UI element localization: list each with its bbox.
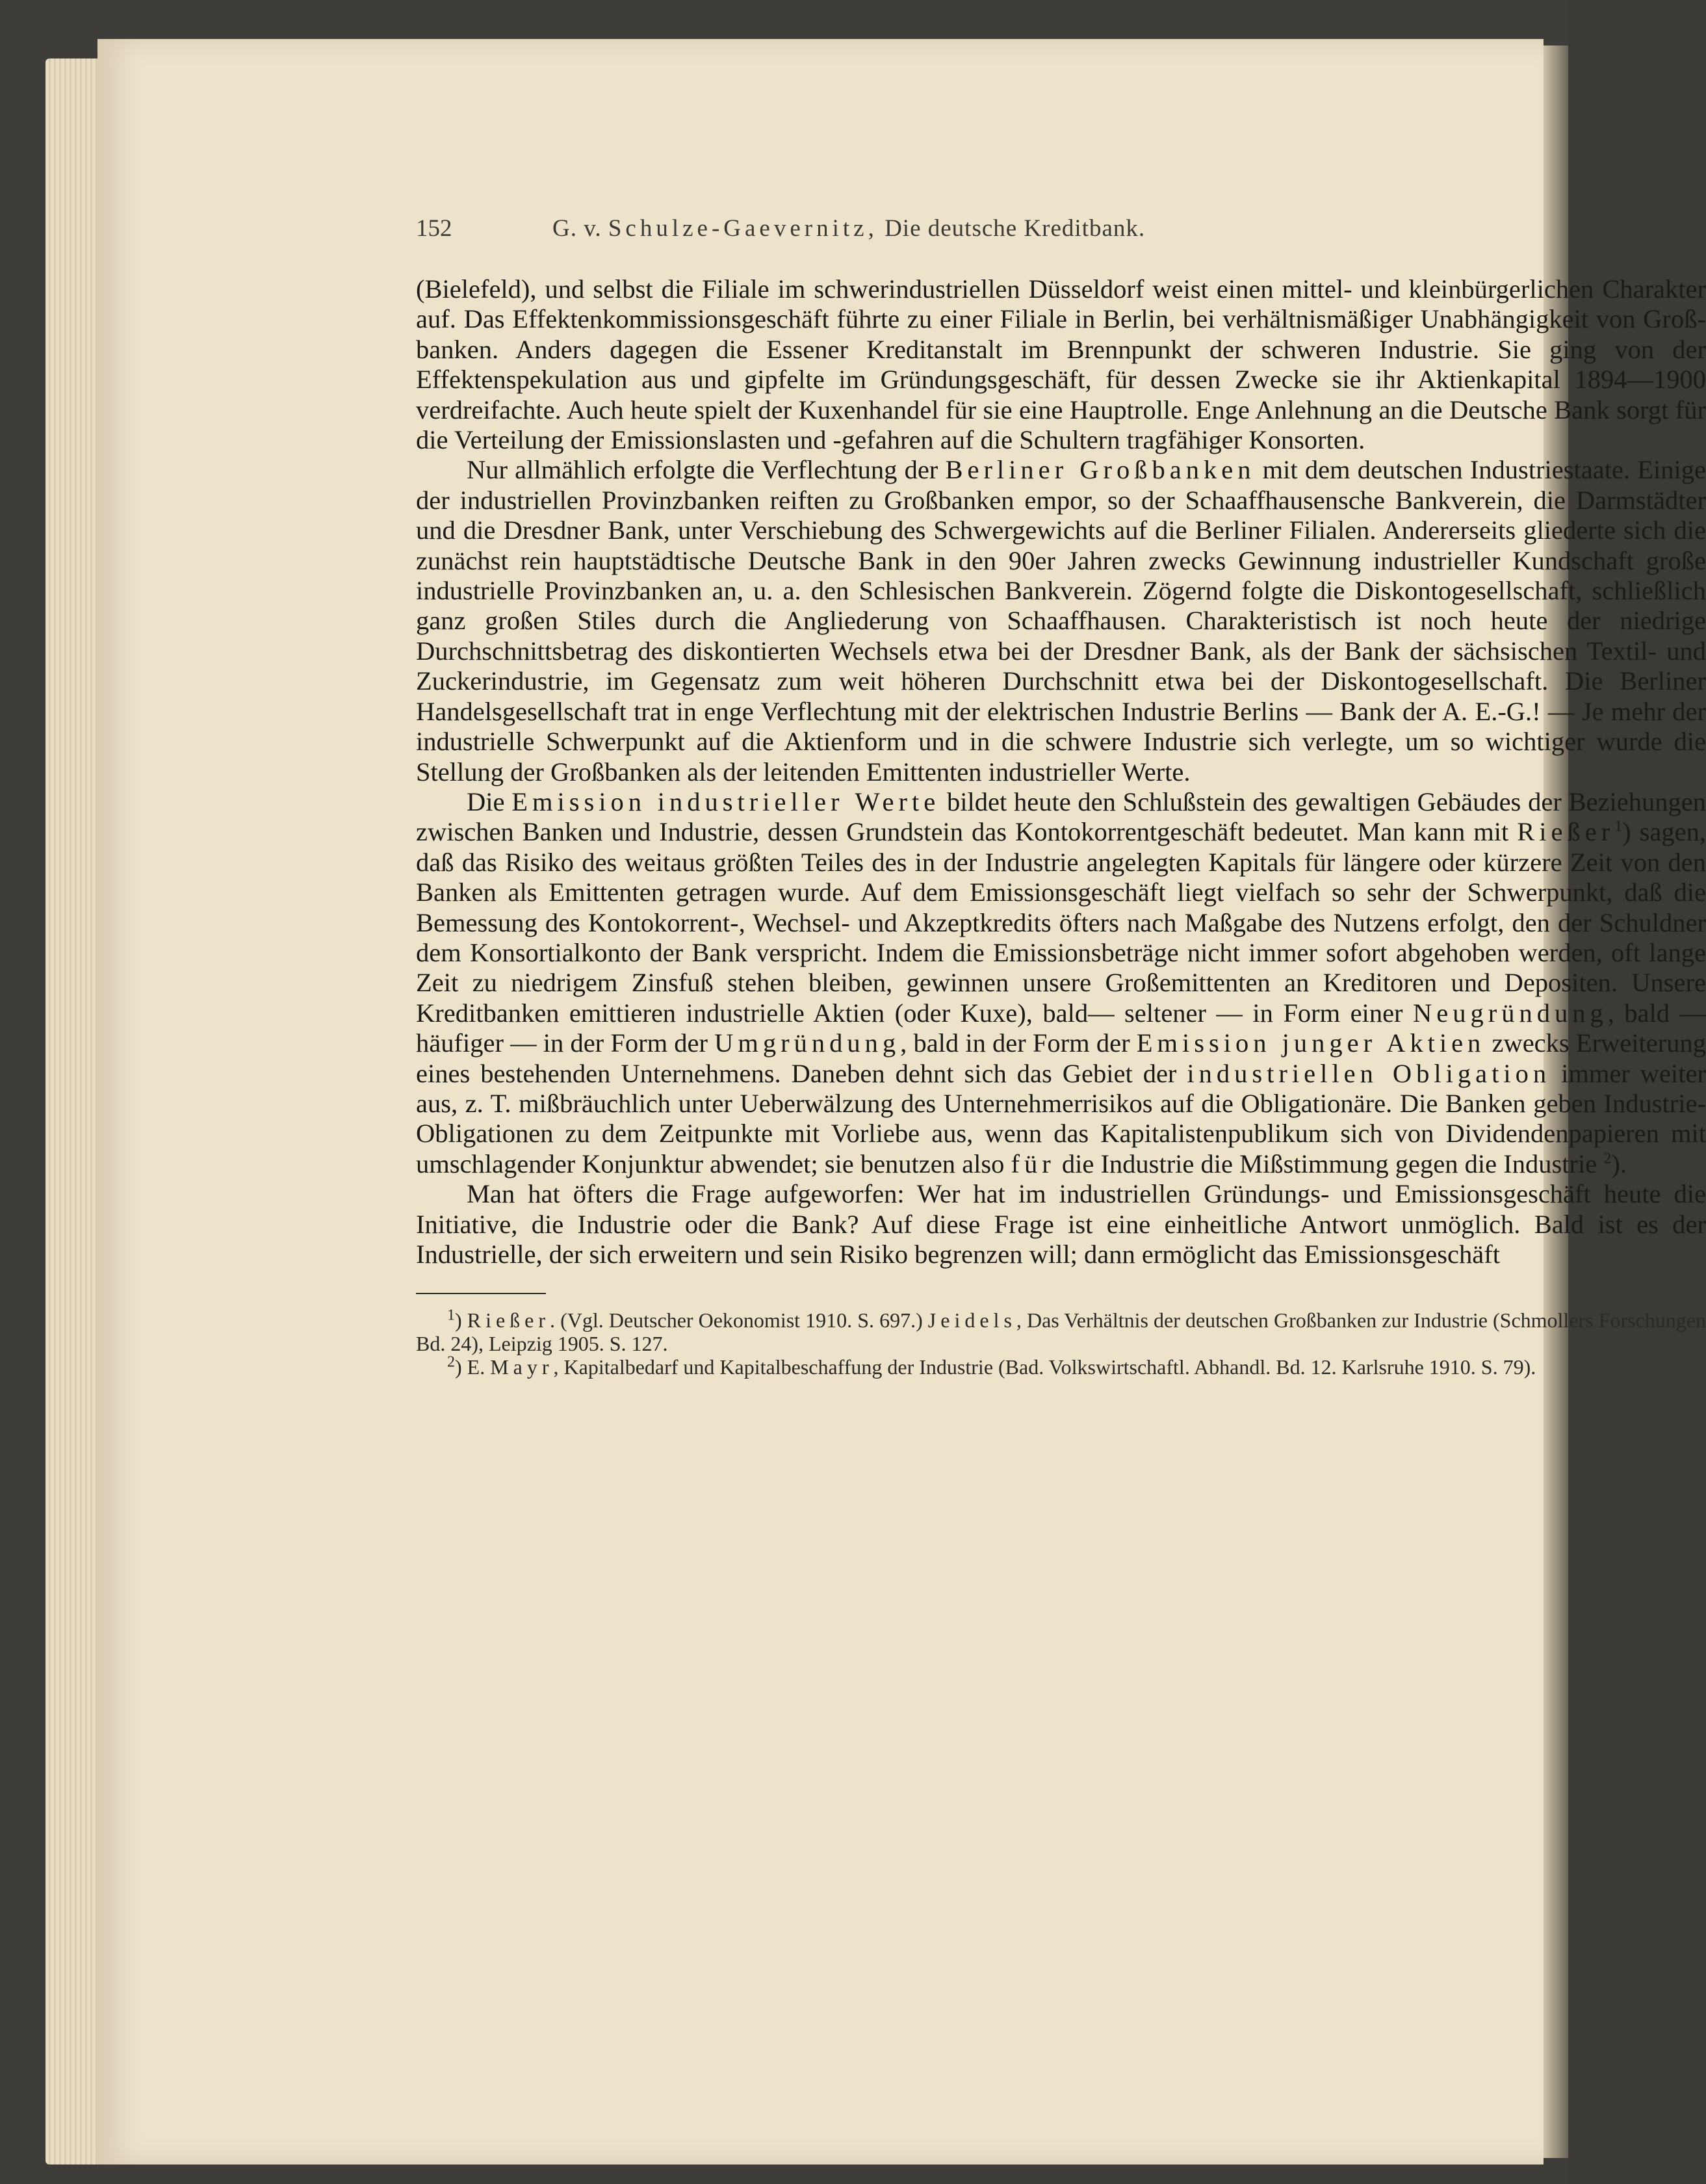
text-run: immer weiter aus, z. T. mißbräuchlich unter Ueberwälzung des Unternehmerrisikos auf die Obligationäre. Die Banken geben Industrie-Obligationen zu dem Zeitpunkte mit Vorliebe aus, wenn das Kapitalistenpublikum sich von Dividendenpapieren mit umschlagender Konjunktur abwendet; sie benutzen also	[416, 1058, 1706, 1178]
footnote-marker: 2	[447, 1353, 455, 1371]
running-head	[416, 214, 1706, 260]
emphasized-text: Umgründung	[714, 1028, 901, 1058]
text-run: die Industrie die Mißstimmung gegen die Industrie	[1055, 1149, 1604, 1178]
text-run: , Das Verhältnis der deutschen Großbanken zur Industrie (Schmollers Forschungen Bd. 24), Leipzig 1905. S. 127.	[416, 1308, 1706, 1356]
text-run: , bald in der Form der	[900, 1028, 1137, 1058]
footnote-marker: 2	[1603, 1150, 1612, 1167]
paragraph	[416, 787, 1706, 1179]
footnotes	[416, 1308, 1706, 1379]
author-name: Schulze-Gaevernitz,	[608, 215, 878, 242]
emphasized-text: Rießer	[467, 1308, 550, 1332]
book-title: Die deutsche Kreditbank.	[885, 215, 1146, 242]
text-run: ).	[1611, 1149, 1627, 1178]
text-run: , bald — häufiger — in der Form der	[416, 998, 1706, 1058]
text-run: Nur allmählich erfolgte die Verflechtung der	[467, 455, 946, 485]
emphasized-text: industriellen Obligation	[1187, 1058, 1551, 1088]
author-prefix: G. v.	[552, 215, 608, 242]
text-run: )	[455, 1308, 467, 1332]
paragraph	[416, 1179, 1706, 1269]
text-run: bildet heute den Schlußstein des gewaltigen Gebäudes der Beziehungen zwischen Banken und Industrie, dessen Grundstein das Kontokorrentgeschäft bedeutet. Man kann mit	[416, 786, 1706, 847]
footnote-marker: 1	[1614, 818, 1623, 835]
emphasized-text: für	[1011, 1149, 1055, 1178]
text-run: Man hat öfters die Frage aufgeworfen: Wer hat im industriellen Gründungs- und Emissionsgeschäft heute die Initiative, die Industrie oder die Bank? Auf diese Frage ist eine einheitliche Antwort unmöglich. Bald ist es der Industrielle, der sich erweitern und sein Risiko begrenzen will; dann ermöglicht das Emissionsgeschäft	[416, 1179, 1706, 1269]
chapter-number: III	[1677, 215, 1706, 242]
text-run: ) sagen, daß das Risiko des weitaus größten Teiles des in der Industrie angelegten Kapitals für längere oder kürzere Zeit von den Banken als Emittenten getragen wurde. Auf dem Emissionsgeschäft liegt vielfach so sehr der Schwerpunkt, daß die Bemessung des Kontokorrent-, Wechsel- und Akzeptkredits öfters nach Maßgabe des Nutzens erfolgt, den der Schuldner dem Konsortialkonto der Bank verspricht. Indem die Emissionsbeträge nicht immer sofort abgehoben werden, oft lange Zeit zu niedrigem Zinsfuß stehen bleiben, gewinnen unsere Großemittenten an Kreditoren und Depositen. Unsere Kreditbanken emittieren industrielle Aktien (oder Kuxe), bald— seltener — in Form einer	[416, 817, 1706, 1028]
footnote-rule	[416, 1293, 546, 1294]
footnote	[416, 1308, 1706, 1355]
paragraph	[416, 455, 1706, 786]
footnote	[416, 1355, 1706, 1379]
text-run: ) E.	[455, 1355, 491, 1379]
emphasized-text: Emission junger Aktien	[1136, 1028, 1486, 1058]
emphasized-text: Jeidels	[927, 1308, 1016, 1332]
text-run: (Bielefeld), und selbst die Filiale im schwerindustriellen Düsseldorf weist einen mittel- und kleinbürgerlichen Charakter auf. Das Effektenkommissionsgeschäft führte zu einer Filiale in Berlin, bei verhältnismäßiger Unabhängigkeit von Großbanken. Anders dagegen die Essener Kreditanstalt im Brennpunkt der schweren Industrie. Sie ging von der Effektenspekulation aus und gipfelte im Gründungsgeschäft, für dessen Zwecke sie ihr Aktienkapital 1894—1900 verdreifachte. Auch heute spielt der Kuxenhandel für sie eine Hauptrolle. Enge Anlehnung an die Deutsche Bank sorgt für die Verteilung der Emissionslasten und -gefahren auf die Schultern tragfähiger Konsorten.	[416, 274, 1706, 455]
text-run: . (Vgl. Deutscher Oekonomist 1910. S. 697.)	[550, 1308, 928, 1332]
page-content	[416, 214, 1706, 1379]
text-run: mit dem deutschen Industriestaate. Einige der industriellen Provinzbanken reiften zu Großbanken empor, so der Schaaffhausensche Bankverein, die Darmstädter und die Dresdner Bank, unter Verschiebung des Schwergewichts auf die Berliner Filialen. Andererseits gliederte sich die zunächst rein hauptstädtische Deutsche Bank in den 90er Jahren zwecks Gewinnung industrieller Kundschaft große industrielle Provinzbanken an, u. a. den Schlesischen Bankverein. Zögernd folgte die Diskontogesellschaft, schließlich ganz großen Stiles durch die Angliederung von Schaaffhausen. Charakteristisch ist noch heute der niedrige Durchschnittsbetrag des diskontierten Wechsels etwa bei der Dresdner Bank, als der Bank der sächsischen Textil- und Zuckerindustrie, im Gegensatz zum weit höheren Durchschnitt etwa bei der Diskontogesellschaft. Die Berliner Handelsgesellschaft trat in enge Verflechtung mit der elektrischen Industrie Berlins — Bank der A. E.-G.! — Je mehr der industrielle Schwerpunkt auf die Aktienform und in die schwere Industrie sich verlegte, um so wichtiger wurde die Stellung der Großbanken als der leitenden Emittenten industrieller Werte.	[416, 455, 1706, 786]
emphasized-text: Neugründung	[1413, 998, 1608, 1028]
footnote-marker: 1	[447, 1306, 455, 1324]
emphasized-text: Emission industrieller Werte	[511, 786, 940, 816]
emphasized-text: Berliner Großbanken	[945, 455, 1256, 485]
running-title	[552, 214, 1145, 242]
text-run: Die	[467, 786, 512, 816]
page-number: 152	[416, 215, 452, 242]
emphasized-text: Rießer	[1517, 817, 1615, 847]
paragraph	[416, 274, 1706, 455]
body-text	[416, 274, 1706, 1269]
text-run: , Kapitalbedarf und Kapitalbeschaffung der Industrie (Bad. Volkswirtschaftl. Abhandl. Bd. 12. Karlsruhe 1910. S. 79).	[553, 1355, 1536, 1379]
text-run: zwecks Erweiterung eines bestehenden Unternehmens. Daneben dehnt sich das Gebiet der	[416, 1028, 1706, 1088]
emphasized-text: Mayr	[490, 1355, 554, 1379]
